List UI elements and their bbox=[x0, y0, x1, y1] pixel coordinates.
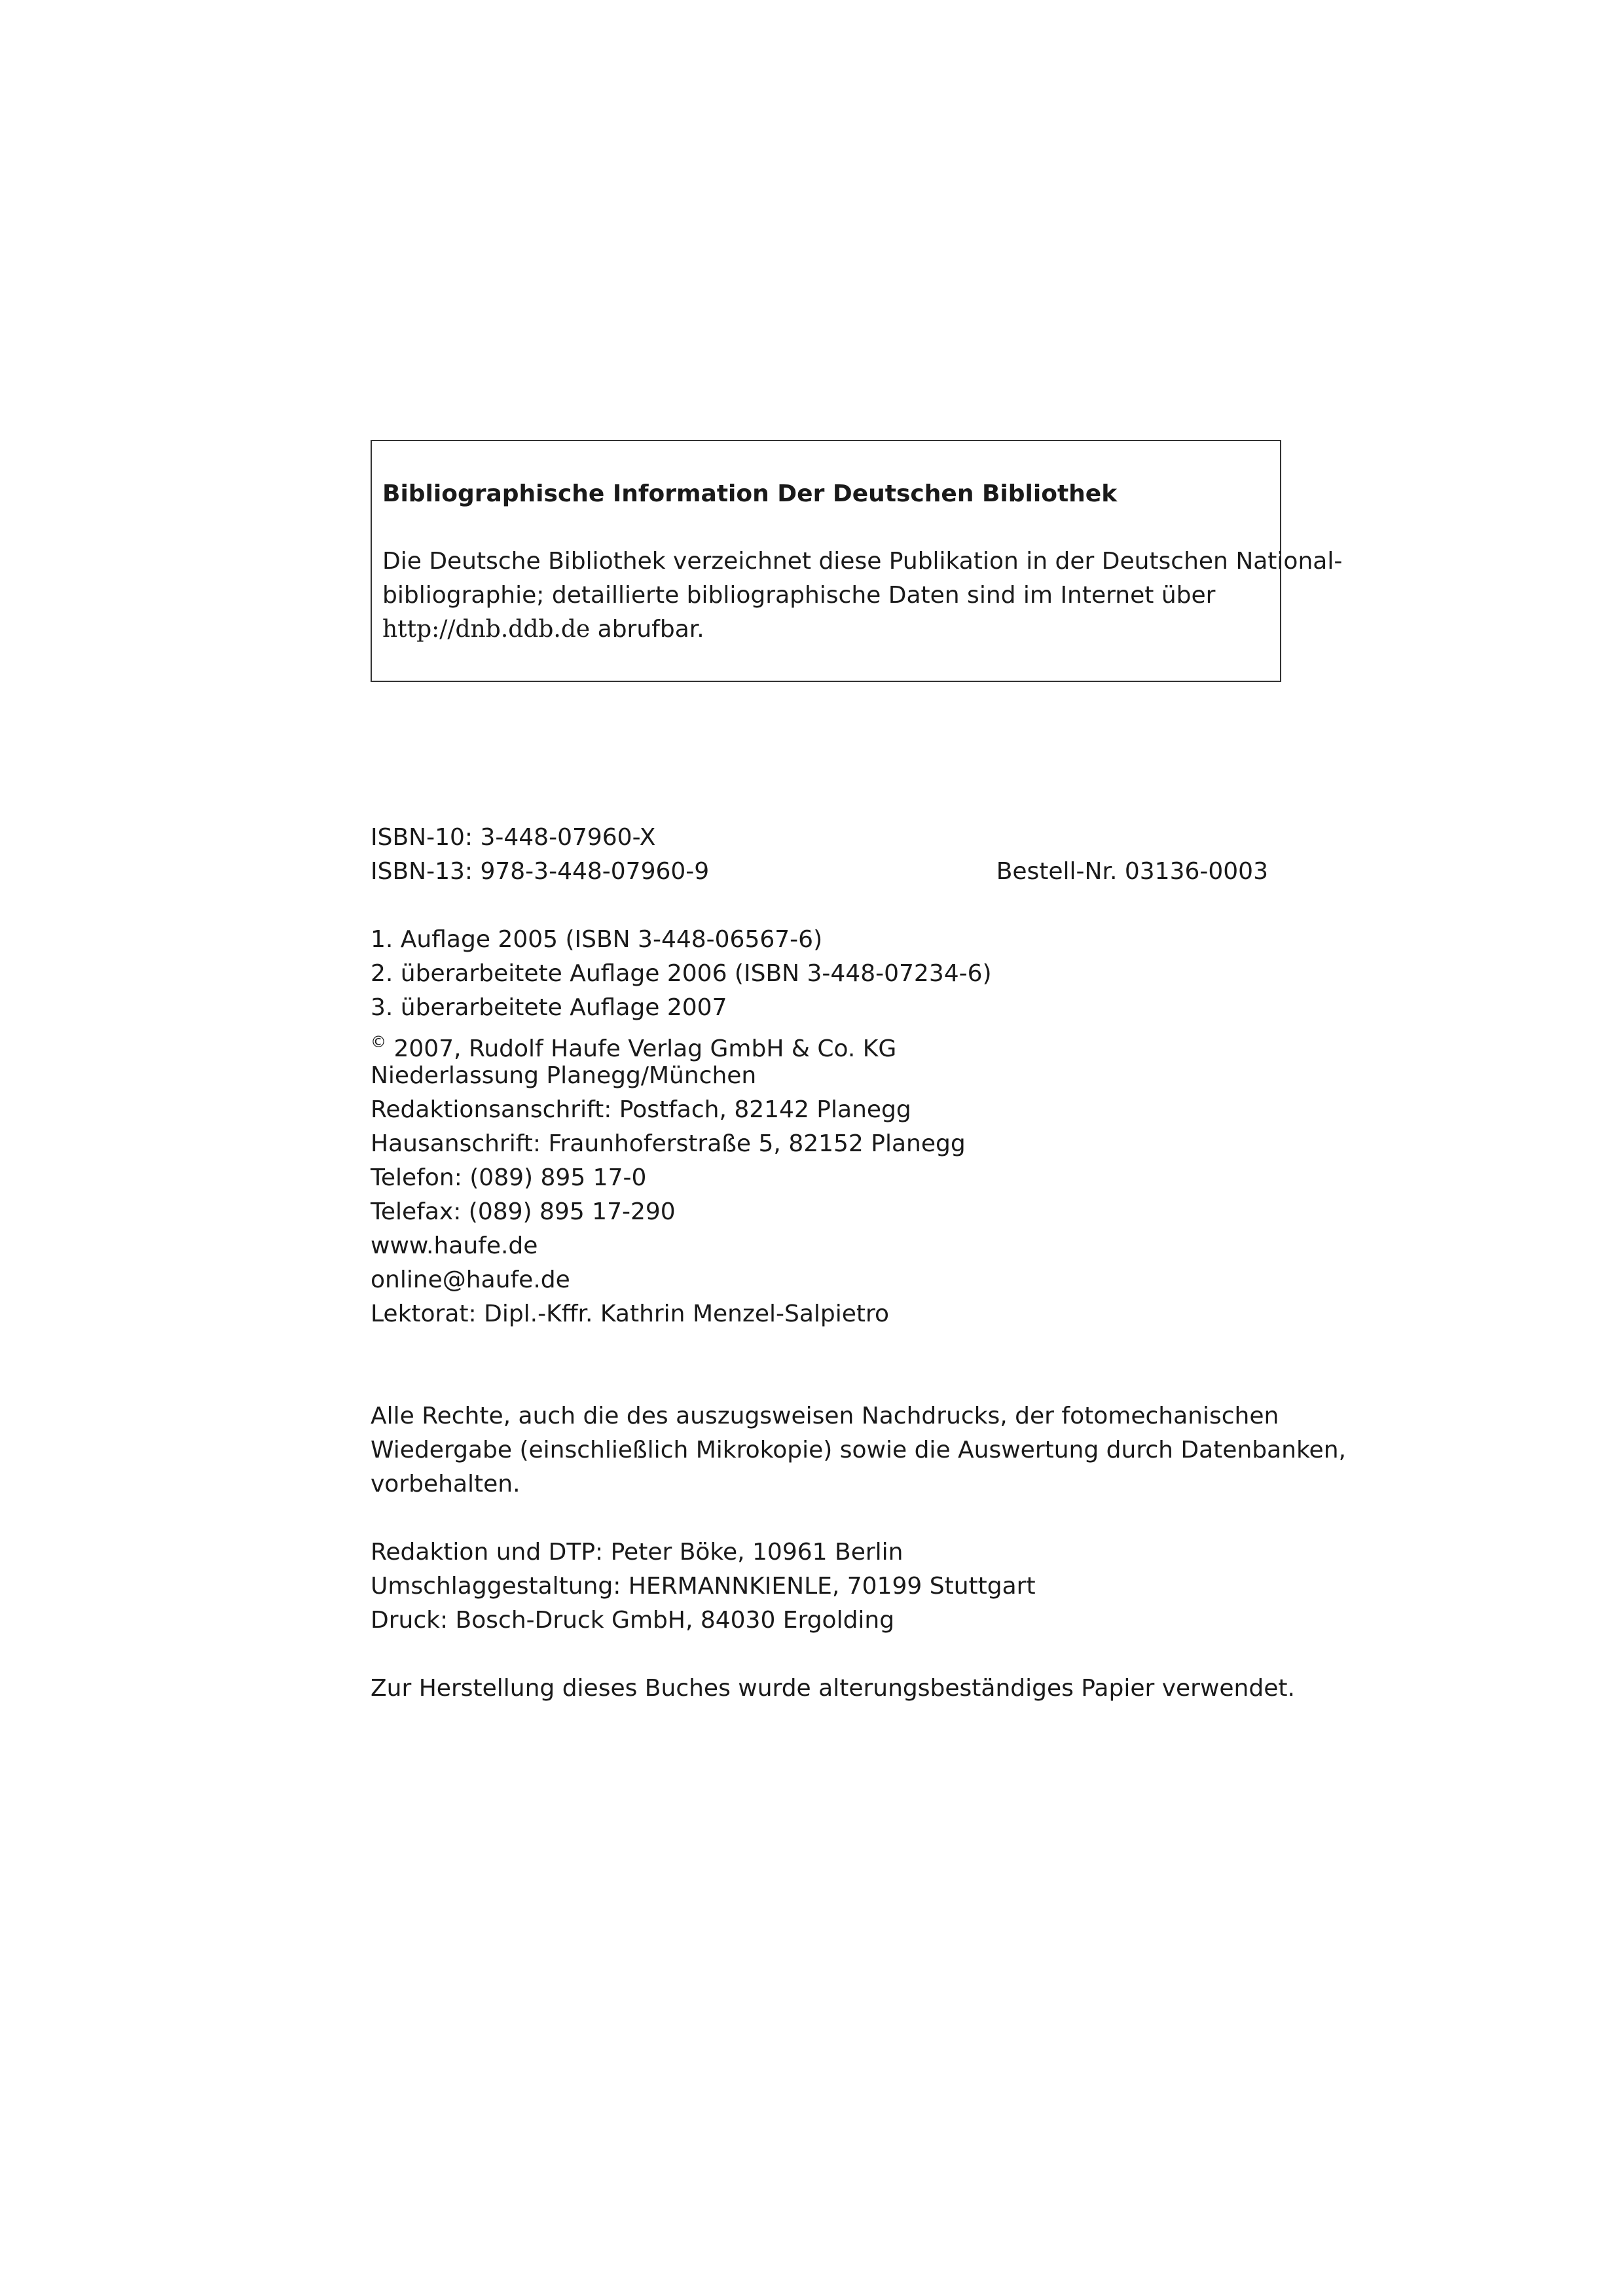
bibliographic-info-suffix: abrufbar. bbox=[590, 616, 704, 643]
editor-credit: Lektorat: Dipl.-Kffr. Kathrin Menzel-Salpietro bbox=[371, 1300, 890, 1327]
bibliographic-info-line-2: bibliographie; detaillierte bibliographische Daten sind im Internet über bbox=[382, 582, 1216, 609]
bibliographic-info-line-3 bbox=[382, 613, 1342, 647]
phone-number: Telefon: (089) 895 17-0 bbox=[371, 1164, 647, 1191]
copyright-symbol: © bbox=[371, 1033, 386, 1051]
order-number: Bestell-Nr. 03136-0003 bbox=[996, 858, 1268, 885]
website-link[interactable]: www.haufe.de bbox=[371, 1232, 538, 1259]
isbn-10: ISBN-10: 3-448-07960-X bbox=[371, 824, 656, 851]
rights-line-1: Alle Rechte, auch die des auszugsweisen Nachdrucks, der fotomechanischen bbox=[371, 1403, 1279, 1429]
fax-number: Telefax: (089) 895 17-290 bbox=[371, 1198, 676, 1225]
house-address: Hausanschrift: Fraunhoferstraße 5, 82152 Planegg bbox=[371, 1130, 966, 1157]
email-link[interactable]: online@haufe.de bbox=[371, 1266, 570, 1293]
bibliographic-info-line-1: Die Deutsche Bibliothek verzeichnet diese Publikation in der Deutschen National- bbox=[382, 548, 1343, 575]
production-editing: Redaktion und DTP: Peter Böke, 10961 Berlin bbox=[371, 1539, 903, 1566]
rights-line-2: Wiedergabe (einschließlich Mikrokopie) sowie die Auswertung durch Datenbanken, bbox=[371, 1437, 1346, 1463]
copyright-text: 2007, Rudolf Haufe Verlag GmbH & Co. KG bbox=[386, 1035, 897, 1062]
production-printing: Druck: Bosch-Druck GmbH, 84030 Ergolding bbox=[371, 1607, 895, 1634]
edition-1: 1. Auflage 2005 (ISBN 3-448-06567-6) bbox=[371, 926, 823, 953]
rights-line-3: vorbehalten. bbox=[371, 1471, 520, 1498]
bibliographic-info-box bbox=[371, 440, 1343, 682]
edition-3: 3. überarbeitete Auflage 2007 bbox=[371, 994, 727, 1021]
isbn-13: ISBN-13: 978-3-448-07960-9 bbox=[371, 858, 710, 885]
production-cover-design: Umschlaggestaltung: HERMANNKIENLE, 70199 Stuttgart bbox=[371, 1573, 1036, 1600]
branch-office: Niederlassung Planegg/München bbox=[371, 1062, 757, 1089]
dnb-url-link[interactable]: http://dnb.ddb.de bbox=[382, 616, 591, 643]
bibliographic-info-title: Bibliographische Information Der Deutschen Bibliothek bbox=[382, 480, 1118, 507]
edition-2: 2. überarbeitete Auflage 2006 (ISBN 3-448-07234-6) bbox=[371, 960, 992, 987]
paper-note: Zur Herstellung dieses Buches wurde alterungsbeständiges Papier verwendet. bbox=[371, 1675, 1295, 1702]
editorial-address: Redaktionsanschrift: Postfach, 82142 Planegg bbox=[371, 1096, 911, 1123]
bibliographic-info-text bbox=[382, 545, 1342, 647]
